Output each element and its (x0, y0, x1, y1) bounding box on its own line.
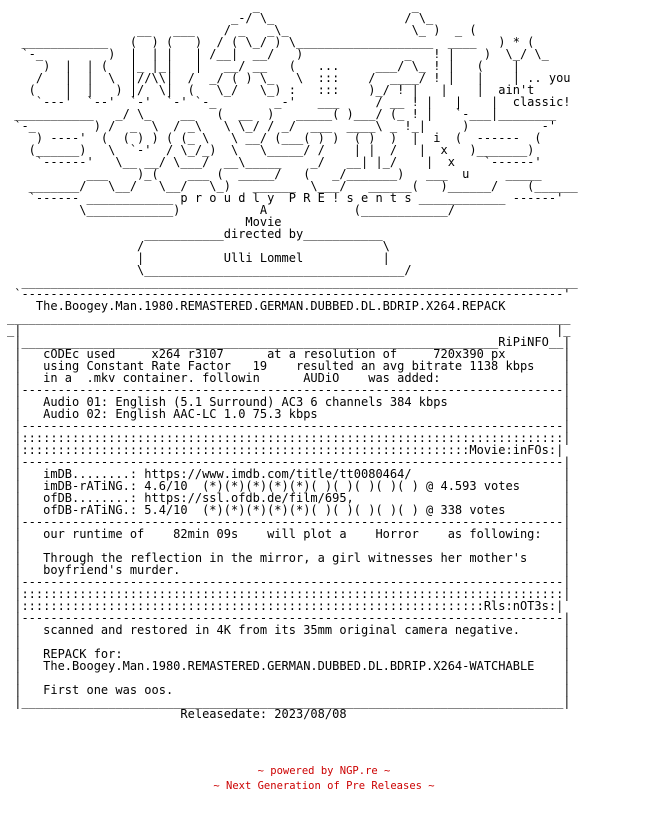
footer-powered-by: ~ powered by NGP.re ~ (257, 765, 391, 777)
nfo-text: _ _ _-/ \_ / \_ __ ___ / _ _\_ \_ ) _ ( ____________ ( ) ( ) / ( \_/ ) \___________________ ____ ) * ( `-_ ) | | | | /__| __/ ) _ ! | ) \_/ \_ ) | | ( |_ |_| | __/ __ ( ... ___/ \_ ! | ( | / | | \ |//\\| / _/ ( ) \_ \ ::: / ____/ ! | | | .. you ( | | ) |/ \| ( \_/ \_) : ::: )_/ ! | | | ain't `---' `--' `-' `-' `-_ _-' ___ / __ ! | | | classic! ___________ _/ \_ __ ( __ ) _____( )___/ (_ ! | `-___|________ `-_ ) / _ \ / _\ \ \_/ / _/ ___ ____\ _ !_| ) -' ) ----' ( ( ) ) ( (_ \ \ __/ (___( ) ) ( ) ) | i ( ------ ( (______) \ `-' / \_/_) \ \_____/ / | | / | x )_______) `------' \__ __/ \___/ __\_____ _/ __| |_/ | x `------' ___ )_( ___ ( _____/ ( _/_______) ___ u _____ _______/ \__/ \__/ \_) ______ \___/ ______( )______/ (______ `------ ____________ p r o u d l y P R E ! s e n t s ____________ ------' \____________) A (____________/ Movie ___________directed by___________ / \ | Ulli Lommel | \____________________________________/ _____________________________________________________________________________ `---------------------------------------------------------------------------' The.Boogey.Man.1980.REMASTERED.GERMAN.DUBBED.DL.BDRIP.X264.REPACK ______________________________________________________________________________ _| |_ |__________________________________________________________________RiPiNFO__| | cODEc used x264 r3107 at a resolution of 720x390 px | | using Constant Rate Factor 19 resulted an avg bitrate 1138 kbps | | in a .mkv container. followin AUDiO was added: | |---------------------------------------------------------------------------| | Audio 01: English (5.1 Surround) AC3 6 channels 384 kbps | | Audio 02: English AAC-LC 1.0 75.3 kbps | |---------------------------------------------------------------------------| |:::::::::::::::::::::::::::::::::::::::::::::::::::::::::::::::::::::::::::| |::::::::::::::::::::::::::::::::::::::::::::::::::::::::::::::Movie:inFOs:| |---------------------------------------------------------------------------| | imDB........: https://www.imdb.com/title/tt0080464/ | | imDB-rATiNG.: 4.6/10 (*)(*)(*)(*)(*)( )( )( )( )( ) @ 4.593 votes | | ofDB........: https://ssl.ofdb.de/film/695, | | ofDB-rATiNG.: 5.4/10 (*)(*)(*)(*)(*)( )( )( )( )( ) @ 338 votes | |---------------------------------------------------------------------------| | our runtime of 82min 09s will plot a Horror as following: | | | | Through the reflection in the mirror, a girl witnesses her mother's | | boyfriend's murder. | |---------------------------------------------------------------------------| |:::::::::::::::::::::::::::::::::::::::::::::::::::::::::::::::::::::::::::| |::::::::::::::::::::::::::::::::::::::::::::::::::::::::::::::::Rls:nOT3s:| |---------------------------------------------------------------------------| | scanned and restored in 4K from its 35mm original camera negative. | | | | REPACK for: | | The.Boogey.Man.1980.REMASTERED.GERMAN.DUBBED.DL.BDRIP.X264-WATCHABLE | | | | First one was oos. | |___________________________________________________________________________| Releasedate: 2023/08/08 (7, 0, 578, 721)
footer-tagline: ~ Next Generation of Pre Releases ~ (213, 780, 435, 792)
